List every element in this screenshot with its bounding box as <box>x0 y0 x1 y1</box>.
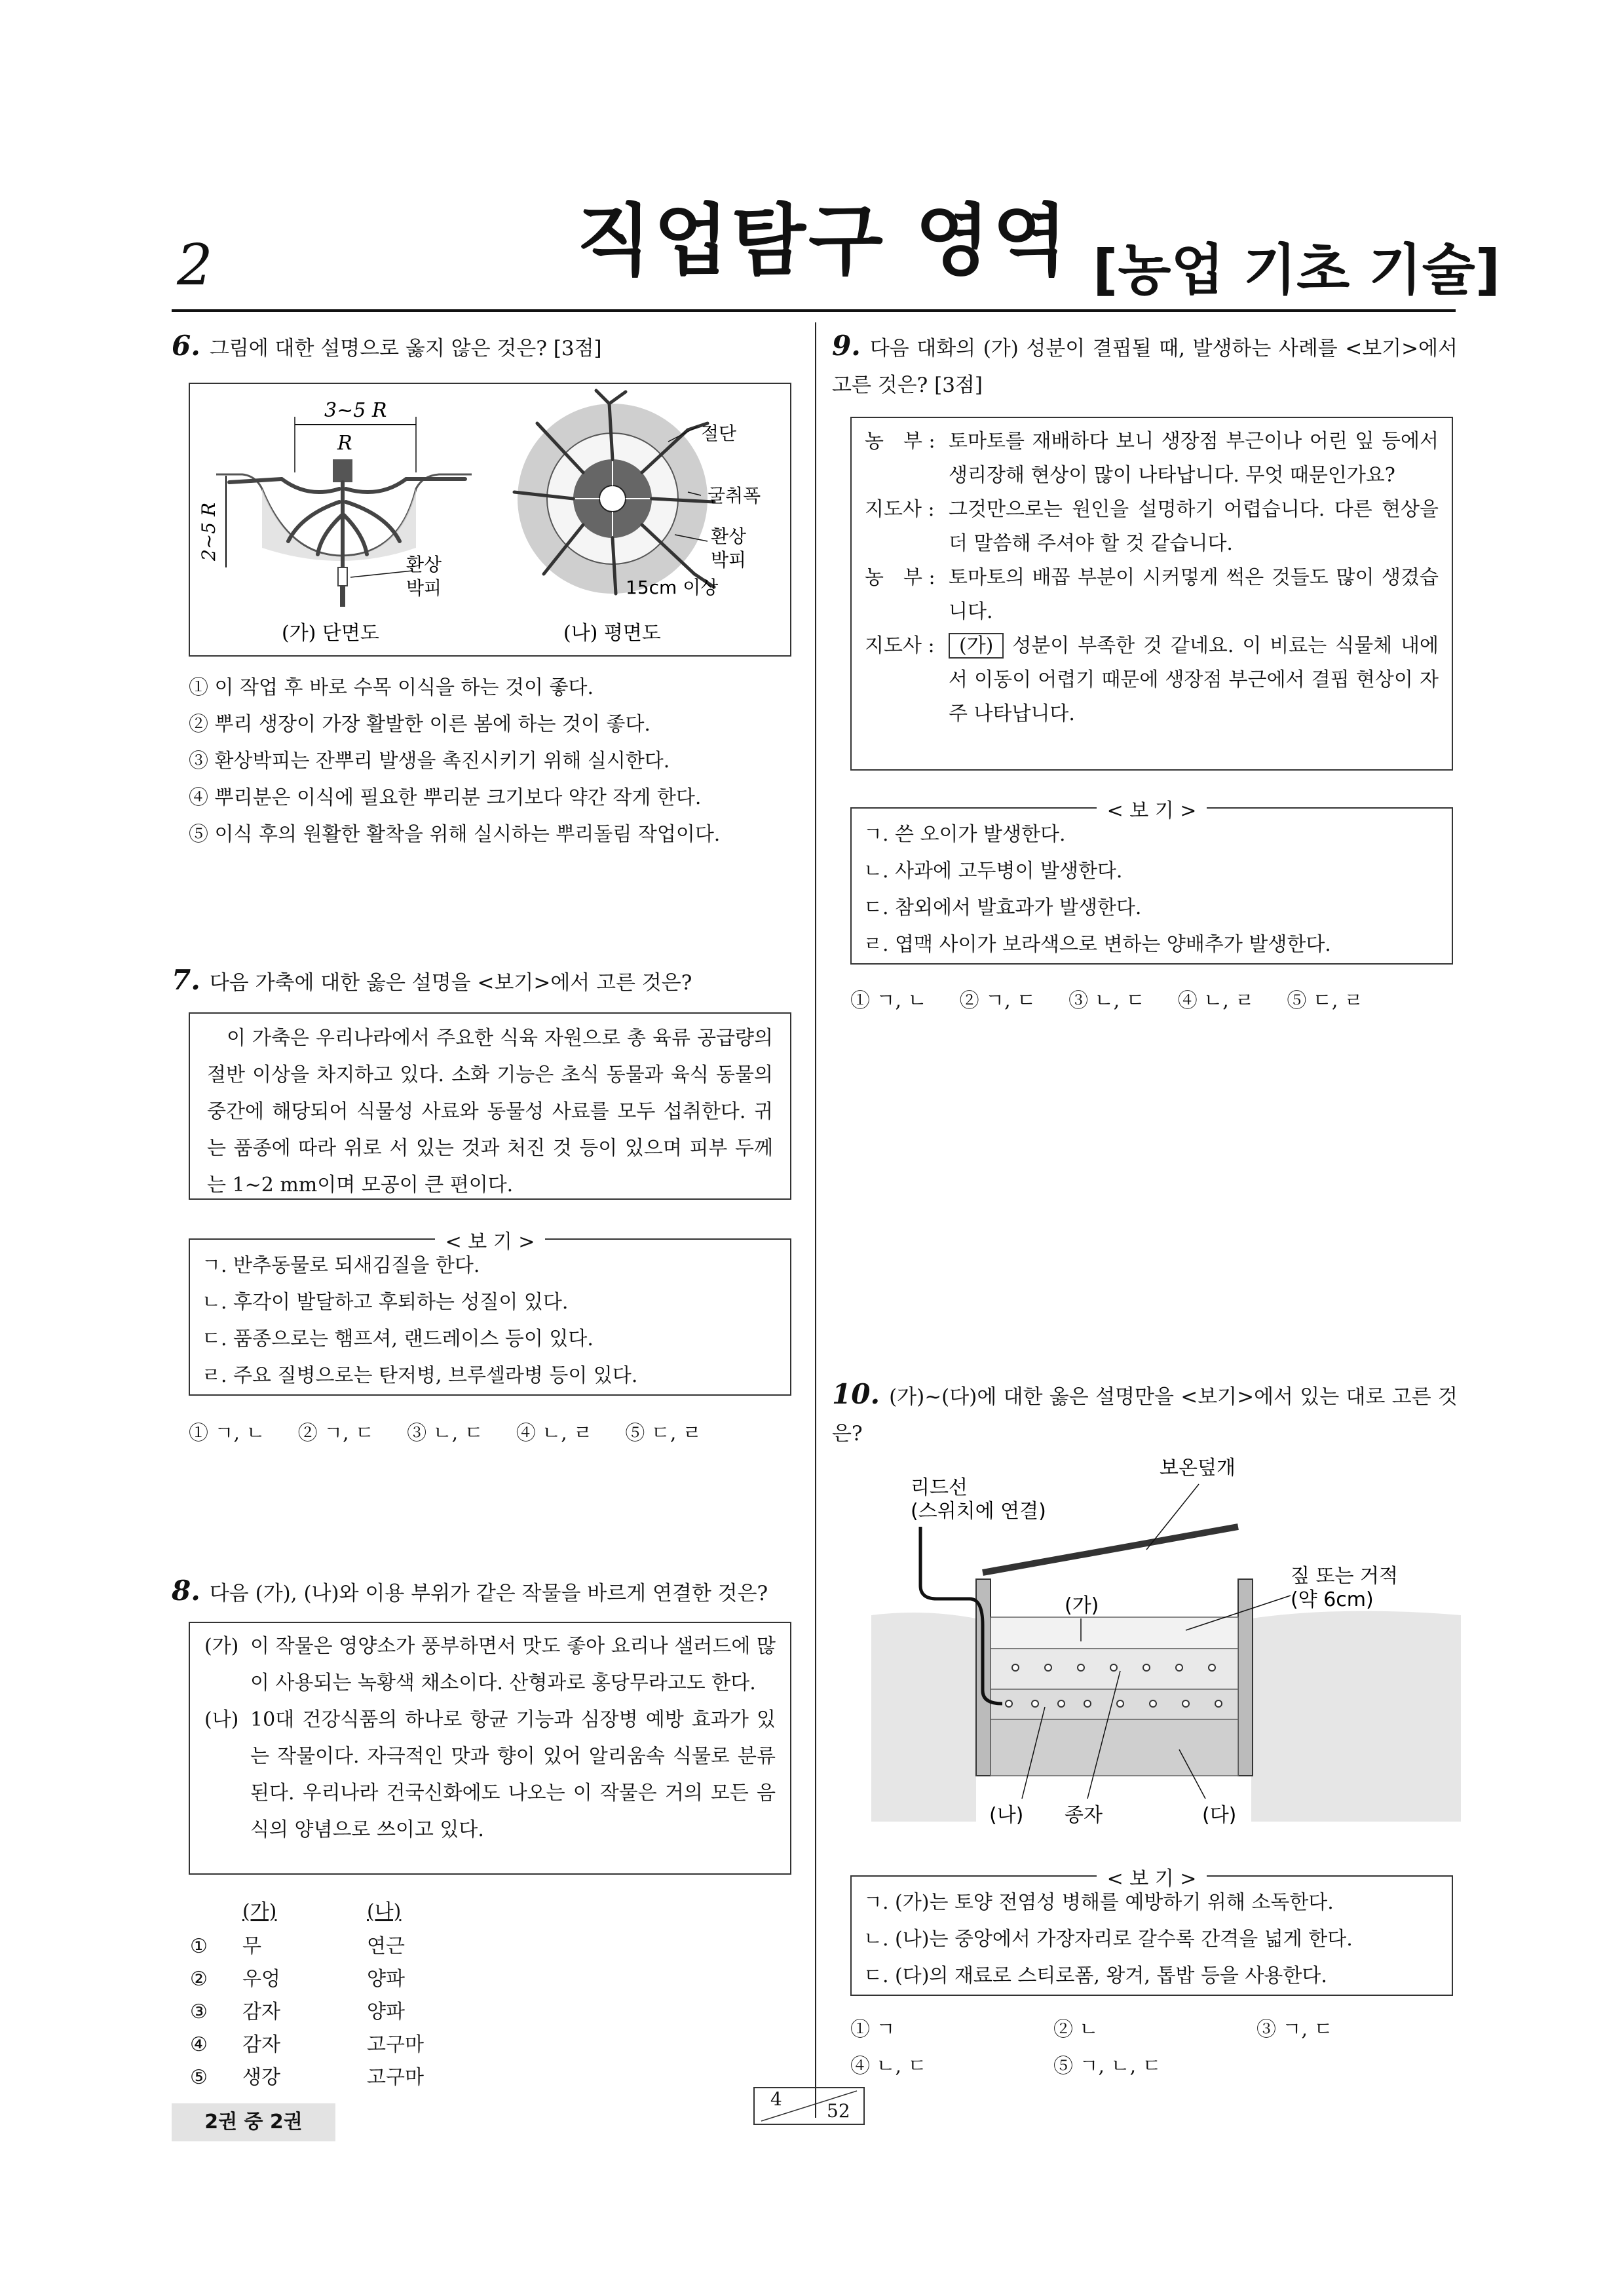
answer-4[interactable]: ④ ㄴ, ㄹ <box>1177 989 1255 1012</box>
page-number: 2 <box>177 233 213 298</box>
dim-side-label: 2~5 R <box>198 502 219 561</box>
q10-figure <box>871 1455 1461 1835</box>
question-6 <box>172 328 787 367</box>
bogi-item: ㄱ. 쓴 오이가 발생한다. <box>863 823 1066 846</box>
answer-row-3[interactable]: ③ 감자 양파 <box>190 2000 405 2023</box>
option-3[interactable]: ③ 환상박피는 잔뿌리 발생을 촉진시키기 위해 실시한다. <box>189 750 670 773</box>
bogi-item: ㄷ. (다)의 재료로 스티로폼, 왕겨, 톱밥 등을 사용한다. <box>863 1964 1327 1987</box>
caption-a: (가) 단면도 <box>282 622 379 645</box>
bogi-title: < 보 기 > <box>1097 1867 1207 1890</box>
question-stem: 다음 대화의 (가) 성분이 결핍될 때, 발생하는 사례를 <보기>에서 고른 것은? [3점] <box>832 337 1458 397</box>
q9-dialog-box <box>850 417 1453 771</box>
q8-item-na <box>204 1702 776 1848</box>
answer-1[interactable]: ① ㄱ, ㄴ <box>189 1422 265 1445</box>
question-number: 7. <box>172 964 200 996</box>
seed-label: 종자 <box>1065 1804 1103 1827</box>
dialog-line: 지도사 : (가) 성분이 부족한 것 같네요. 이 비료는 식물체 내에서 이동이 어렵기 때문에 생장점 부근에서 결핍 현상이 자주 나타납니다. <box>865 634 1439 725</box>
answer-4[interactable]: ④ ㄴ, ㄷ <box>850 2055 927 2078</box>
option-1[interactable]: ① 이 작업 후 바로 수목 이식을 하는 것이 좋다. <box>189 676 594 699</box>
q10-bogi-box <box>850 1867 1453 1996</box>
tree-root-pruning-figure <box>190 384 789 655</box>
q7-bogi-box <box>189 1231 791 1396</box>
wire-label: 리드선 (스위치에 연결) <box>911 1476 1046 1523</box>
answer-1[interactable]: ① ㄱ <box>850 2018 896 2041</box>
q8-answer-table <box>190 1894 583 2094</box>
bogi-item: ㄹ. 주요 질병으로는 탄저병, 브루셀라병 등이 있다. <box>202 1364 638 1387</box>
answer-row-4[interactable]: ④ 감자 고구마 <box>190 2033 424 2056</box>
exam-title: 직업탐구 영역 <box>576 195 1070 286</box>
question-8 <box>172 1573 801 1612</box>
q8-item-ga <box>204 1628 776 1702</box>
bogi-item: ㄹ. 엽맥 사이가 보라색으로 변하는 양배추가 발생한다. <box>863 933 1331 956</box>
q9-answers <box>850 983 1453 1020</box>
blank-ga-box: (가) <box>949 633 1004 659</box>
q6-options <box>189 670 791 853</box>
q8-passage-box <box>189 1622 791 1875</box>
dialog-line: 농 부 : 토마토를 재배하다 보니 생장점 부근이나 어린 잎 등에서 생리장해 현상이 많이 나타납니다. 무엇 때문인가요? <box>865 430 1439 487</box>
depth-label: 15cm 이상 <box>626 577 719 598</box>
da-label: (다) <box>1202 1804 1237 1827</box>
answer-5[interactable]: ⑤ ㄱ, ㄴ, ㄷ <box>1053 2055 1161 2078</box>
col-na-header: (나) <box>367 1900 402 1923</box>
q10-answers <box>850 2012 1453 2085</box>
question-number: 6. <box>172 330 200 362</box>
volume-tag: 2권 중 2권 <box>172 2103 335 2141</box>
label-ga: (가) <box>204 1635 239 1658</box>
answer-5[interactable]: ⑤ ㄷ, ㄹ <box>625 1422 702 1445</box>
page-current: 4 <box>770 2088 782 2110</box>
dim-top-label: 3~5 R <box>324 399 387 422</box>
bogi-item: ㄴ. 후각이 발달하고 후퇴하는 성질이 있다. <box>202 1291 569 1314</box>
question-10 <box>832 1376 1458 1452</box>
q9-bogi-box <box>850 799 1453 965</box>
ring-label-a: 환상 박피 <box>406 554 442 599</box>
trench-label: 굴취폭 <box>708 485 761 507</box>
question-9 <box>832 328 1458 404</box>
answer-5[interactable]: ⑤ ㄷ, ㄹ <box>1287 989 1363 1012</box>
column-divider <box>815 322 816 2118</box>
answer-row-2[interactable]: ② 우엉 양파 <box>190 1968 405 1991</box>
answer-3[interactable]: ③ ㄱ, ㄷ <box>1256 2018 1333 2041</box>
answer-3[interactable]: ③ ㄴ, ㄷ <box>407 1422 483 1445</box>
bogi-item: ㄷ. 참외에서 발효과가 발생한다. <box>863 896 1142 919</box>
answer-1[interactable]: ① ㄱ, ㄴ <box>850 989 927 1012</box>
answer-2[interactable]: ② ㄱ, ㄷ <box>959 989 1036 1012</box>
straw-label: 짚 또는 거적 (약 6cm) <box>1291 1565 1398 1611</box>
answer-row-1[interactable]: ① 무 연근 <box>190 1935 405 1958</box>
label-na: (나) <box>204 1708 239 1731</box>
subject-title: [농업 기초 기술] <box>1093 238 1501 302</box>
option-4[interactable]: ④ 뿌리분은 이식에 필요한 뿌리분 크기보다 약간 작게 한다. <box>189 786 702 809</box>
page-total: 52 <box>827 2100 850 2122</box>
option-2[interactable]: ② 뿌리 생장이 가장 활발한 이른 봄에 하는 것이 좋다. <box>189 713 651 736</box>
na-label: (나) <box>989 1804 1024 1827</box>
dim-r-label: R <box>337 432 352 455</box>
answer-4[interactable]: ④ ㄴ, ㄹ <box>516 1422 593 1445</box>
bogi-title: < 보 기 > <box>435 1231 546 1253</box>
question-number: 10. <box>832 1378 880 1410</box>
col-ga-header: (가) <box>242 1900 277 1923</box>
page-indicator <box>753 2087 865 2125</box>
bogi-title: < 보 기 > <box>1097 799 1207 822</box>
caption-b: (나) 평면도 <box>563 622 661 645</box>
header-rule <box>172 309 1456 312</box>
answer-2[interactable]: ② ㄱ, ㄷ <box>297 1422 375 1445</box>
bogi-item: ㄱ. (가)는 토양 전염성 병해를 예방하기 위해 소독한다. <box>863 1891 1334 1914</box>
question-stem: 다음 (가), (나)와 이용 부위가 같은 작물을 바르게 연결한 것은? <box>209 1582 768 1605</box>
q7-passage-box <box>189 1012 791 1200</box>
question-number: 8. <box>172 1575 200 1607</box>
q6-figure-box <box>189 383 791 657</box>
hotbed-diagram <box>871 1455 1461 1835</box>
bogi-item: ㄷ. 품종으로는 햄프셔, 랜드레이스 등이 있다. <box>202 1328 594 1350</box>
ga-label: (가) <box>1065 1594 1099 1617</box>
question-stem: 그림에 대한 설명으로 옳지 않은 것은? [3점] <box>209 337 602 360</box>
question-stem: 다음 가축에 대한 옳은 설명을 <보기>에서 고른 것은? <box>209 971 692 995</box>
answer-3[interactable]: ③ ㄴ, ㄷ <box>1068 989 1145 1012</box>
question-number: 9. <box>832 330 861 362</box>
bogi-item: ㄱ. 반추동물로 되새김질을 한다. <box>202 1254 480 1277</box>
ring-label-b: 환상 박피 <box>711 526 747 571</box>
question-7 <box>172 962 787 1001</box>
question-stem: (가)~(다)에 대한 옳은 설명만을 <보기>에서 있는 대로 고른 것은? <box>832 1385 1458 1445</box>
option-5[interactable]: ⑤ 이식 후의 원활한 활착을 위해 실시하는 뿌리돌림 작업이다. <box>189 823 721 846</box>
dialog-line: 농 부 : 토마토의 배꼽 부분이 시커멓게 썩은 것들도 많이 생겼습니다. <box>865 566 1439 623</box>
q7-answers <box>189 1415 791 1452</box>
cut-label: 절단 <box>701 423 737 444</box>
text-na: 10대 건강식품의 하나로 항균 기능과 심장병 예방 효과가 있는 작물이다. 자극적인 맛과 향이 있어 알리움속 식물로 분류된다. 우리나라 건국신화에도 나오는 이 작물은 거의 모든 음식의 양념으로 쓰이고 있다. <box>250 1708 776 1841</box>
text-ga: 이 작물은 영양소가 풍부하면서 맛도 좋아 요리나 샐러드에 많이 사용되는 녹황색 채소이다. 산형과로 홍당무라고도 한다. <box>250 1635 776 1694</box>
answer-2[interactable]: ② ㄴ <box>1053 2018 1099 2041</box>
cover-label: 보온덮개 <box>1160 1457 1236 1480</box>
bogi-item: ㄴ. (나)는 중앙에서 가장자리로 갈수록 간격을 넓게 한다. <box>863 1928 1353 1951</box>
bogi-item: ㄴ. 사과에 고두병이 발생한다. <box>863 860 1123 883</box>
q7-passage: 이 가축은 우리나라에서 주요한 식육 자원으로 총 육류 공급량의 절반 이상을 차지하고 있다. 소화 기능은 초식 동물과 육식 동물의 중간에 해당되어 식물성 사료와 동물성 사료를 모두 섭취한다. 귀는 품종에 따라 위로 서 있는 것과 처진 것 등이 있으며 피부 두께는 1~2 mm이며 모공이 큰 편이다. <box>207 1027 773 1196</box>
dialog-line: 지도사 : 그것만으로는 원인을 설명하기 어렵습니다. 다른 현상을 더 말씀해 주셔야 할 것 같습니다. <box>865 498 1439 555</box>
answer-row-5[interactable]: ⑤ 생강 고구마 <box>190 2066 424 2089</box>
